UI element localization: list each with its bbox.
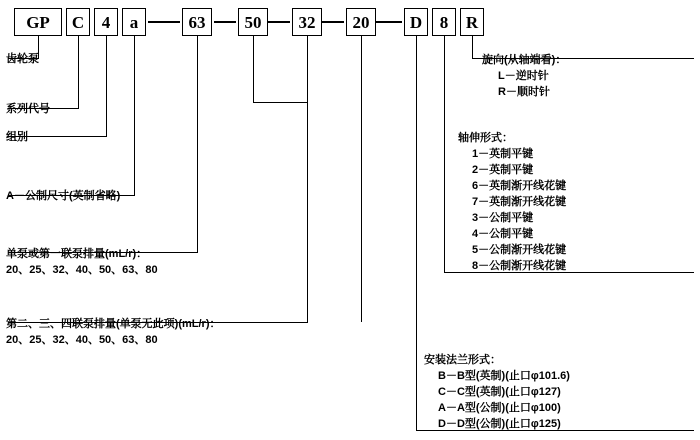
other-pump-displacement-title: 第二、三、四联泵排量(单泵无此项)(mL/r)： <box>6 318 221 330</box>
leader-shaft-vertical <box>444 36 445 272</box>
code-box-flange: D <box>404 8 428 36</box>
code-box-displacement-1: 63 <box>182 8 212 36</box>
leader-series-vertical <box>78 36 79 108</box>
shaft-item-5: 5－公制渐开线花键 <box>472 244 567 256</box>
code-box-metric: a <box>122 8 146 36</box>
leader-flange-vertical <box>416 36 417 430</box>
leader-displacement2-vertical <box>253 36 254 102</box>
other-pump-displacement-values: 20、25、32、40、50、63、80 <box>6 334 158 346</box>
leader-displacement1-vertical <box>197 36 198 252</box>
dash-2 <box>214 21 236 23</box>
code-box-group: 4 <box>94 8 118 36</box>
leader-displacement2-join <box>253 102 308 103</box>
code-box-series: C <box>66 8 90 36</box>
leader-displacement4-vertical <box>361 36 362 322</box>
label-other-pump-displacement <box>6 316 221 348</box>
dash-3 <box>268 21 290 23</box>
first-pump-displacement-values: 20、25、32、40、50、63、80 <box>6 264 158 276</box>
flange-item-c: C－C型(英制)(止口φ127) <box>438 386 561 398</box>
code-box-gp: GP <box>14 8 62 36</box>
shaft-item-4: 4－公制平键 <box>472 228 534 240</box>
rotation-item-r: R－顺时针 <box>498 86 550 98</box>
leader-displacement3-vertical <box>307 36 308 102</box>
flange-block <box>424 352 570 432</box>
label-gear-pump: 齿轮泵 <box>6 53 39 65</box>
shaft-item-6: 6－英制渐开线花键 <box>472 180 567 192</box>
flange-item-b: B－B型(英制)(止口φ101.6) <box>438 370 570 382</box>
shaft-block <box>458 130 566 274</box>
label-metric-size: A－公制尺寸(英制省略) <box>6 190 121 202</box>
shaft-item-7: 7－英制渐开线花键 <box>472 196 567 208</box>
flange-title: 安装法兰形式： <box>424 354 501 366</box>
label-series-code: 系列代号 <box>6 103 50 115</box>
leader-displacement-trunk <box>307 102 308 322</box>
label-group: 组别 <box>6 131 28 143</box>
dash-1 <box>148 21 180 23</box>
shaft-item-1: 1－英制平键 <box>472 148 534 160</box>
flange-item-d: D－D型(公制)(止口φ125) <box>438 418 561 430</box>
shaft-item-2: 2－英制平键 <box>472 164 534 176</box>
code-box-rotation: R <box>460 8 484 36</box>
flange-item-a: A－A型(公制)(止口φ100) <box>438 402 561 414</box>
rotation-item-l: L－逆时针 <box>498 70 549 82</box>
leader-group-vertical <box>106 36 107 136</box>
leader-metric-vertical <box>134 36 135 195</box>
shaft-item-8: 8－公制渐开线花键 <box>472 260 567 272</box>
dash-5 <box>376 21 402 23</box>
rotation-block <box>482 52 566 100</box>
dash-4 <box>322 21 344 23</box>
shaft-item-3: 3－公制平键 <box>472 212 534 224</box>
first-pump-displacement-title: 单泵或第一联泵排量(mL/r)： <box>6 248 148 260</box>
code-box-shaft: 8 <box>432 8 456 36</box>
code-box-displacement-2: 50 <box>238 8 268 36</box>
label-first-pump-displacement <box>6 246 158 278</box>
leader-rotation-vertical <box>472 36 473 58</box>
code-box-displacement-3: 32 <box>292 8 322 36</box>
rotation-title: 旋向(从轴端看)： <box>482 54 567 66</box>
code-box-displacement-4: 20 <box>346 8 376 36</box>
shaft-title: 轴伸形式： <box>458 132 513 144</box>
